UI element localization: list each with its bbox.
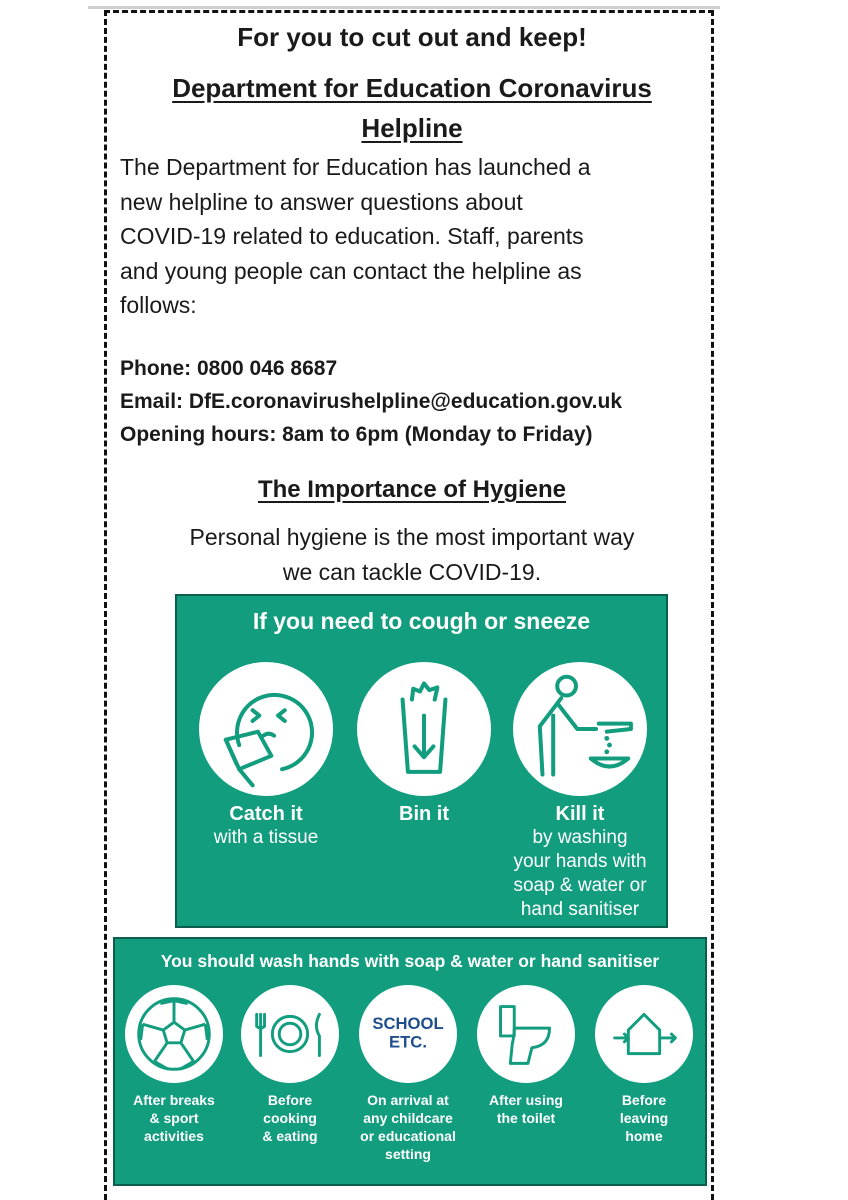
football-icon [125, 985, 223, 1083]
intro-paragraph [120, 150, 710, 323]
intro-line: new helpline to answer questions about [120, 188, 523, 215]
catch-it-heading: Catch it [229, 803, 303, 825]
intro-line: follows: [120, 292, 197, 318]
hygiene-line1: Personal hygiene is the most important way [189, 524, 635, 550]
bin-icon [357, 662, 491, 796]
caption-line: leaving [619, 1110, 669, 1126]
wash-caption-toilet [471, 1091, 581, 1127]
house-exit-icon [595, 985, 693, 1083]
helpline-title-line2: Helpline [361, 113, 463, 143]
kill-it-detail: your hands with [513, 851, 647, 872]
helpline-title-line1: Department for Education Coronavirus [172, 73, 652, 103]
wash-caption-arrival [348, 1091, 468, 1163]
toilet-icon [477, 985, 575, 1083]
catch-it-caption [199, 802, 333, 850]
kill-it-heading: Kill it [555, 803, 605, 825]
caption-line: setting [385, 1146, 431, 1162]
catch-it-detail: with a tissue [213, 827, 319, 848]
kill-it-detail: hand sanitiser [520, 899, 640, 920]
caption-line: & eating [262, 1128, 318, 1144]
intro-line: The Department for Education has launched a [120, 154, 591, 180]
wash-hands-panel [113, 937, 707, 1186]
kill-it-detail: soap & water or [513, 875, 647, 896]
caption-line: Before [267, 1092, 313, 1108]
caption-line: & sport [149, 1110, 199, 1126]
caption-line: home [625, 1128, 663, 1144]
cough-sneeze-panel [175, 594, 668, 928]
wash-caption-sport [119, 1091, 229, 1145]
caption-line: Before [621, 1092, 667, 1108]
intro-line: COVID-19 related to education. Staff, parents [120, 223, 584, 249]
intro-line: and young people can contact the helpline as [120, 257, 582, 284]
caption-line: cooking [263, 1110, 317, 1126]
cut-out-heading: For you to cut out and keep! [237, 22, 587, 52]
bin-it-heading: Bin it [399, 803, 449, 825]
bin-it-caption [357, 802, 491, 826]
page-top-rule [88, 6, 720, 9]
kill-it-caption [493, 802, 667, 922]
handwash-icon [513, 662, 647, 796]
caption-line: After breaks [133, 1092, 215, 1108]
school-icon-text: SCHOOL [372, 1014, 444, 1034]
wash-panel-title: You should wash hands with soap & water or hand sanitiser [160, 951, 660, 971]
phone-number: Phone: 0800 046 8687 [120, 357, 338, 380]
caption-line: any childcare [363, 1110, 453, 1126]
wash-caption-eating [235, 1091, 345, 1145]
school-icon [359, 985, 457, 1083]
kill-it-detail: by washing [532, 827, 628, 848]
hygiene-text [104, 520, 720, 590]
opening-hours: Opening hours: 8am to 6pm (Monday to Friday) [120, 423, 593, 446]
hygiene-line2: we can tackle COVID-19. [282, 559, 542, 585]
caption-line: On arrival at [367, 1092, 449, 1108]
caption-line: the toilet [496, 1110, 556, 1126]
contact-details [120, 352, 622, 451]
caption-line: or educational [360, 1128, 456, 1144]
cough-panel-title: If you need to cough or sneeze [252, 608, 591, 634]
caption-line: activities [144, 1128, 204, 1144]
email-address: Email: DfE.coronavirushelpline@education.gov.uk [120, 390, 623, 413]
caption-line: After using [489, 1092, 563, 1108]
helpline-title [104, 68, 720, 148]
sneeze-icon [199, 662, 333, 796]
hygiene-heading [104, 476, 720, 504]
plate-cutlery-icon [241, 985, 339, 1083]
hygiene-heading-text: The Importance of Hygiene [257, 476, 567, 503]
wash-caption-home [589, 1091, 699, 1145]
school-icon-text: ETC. [389, 1032, 427, 1052]
